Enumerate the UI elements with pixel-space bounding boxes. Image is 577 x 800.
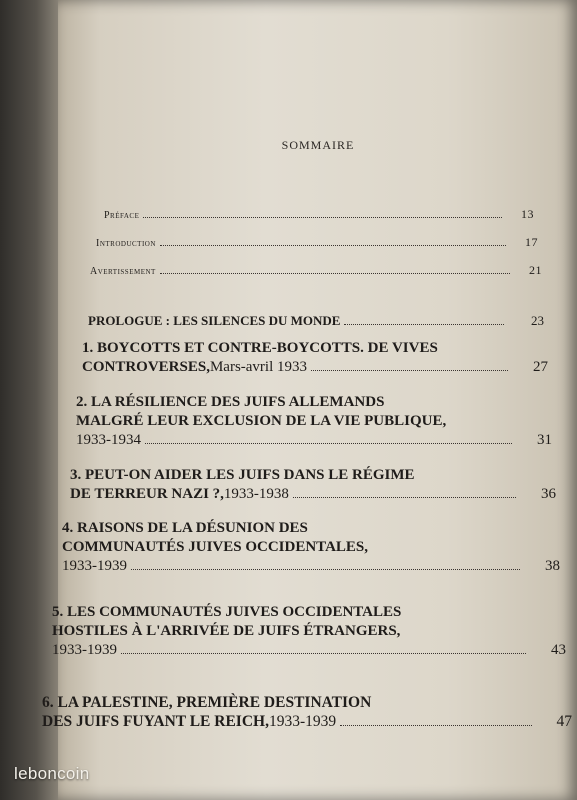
toc-entry-page: 23	[531, 313, 544, 328]
toc-entry-page: 17	[525, 235, 538, 249]
toc-entry-chapter-2	[76, 393, 552, 450]
leader-dots	[143, 217, 502, 218]
toc-entry-dates: 1933-1939	[62, 558, 127, 574]
toc-entry-dates: 1933-1939	[268, 713, 337, 730]
leader-dots	[311, 370, 508, 371]
toc-entry-chapter-6	[42, 693, 572, 731]
toc-entry-last-line: DE TERREUR NAZI ?,	[70, 486, 224, 502]
toc-entry-dates: Mars-avril 1933	[209, 359, 308, 375]
leader-dots	[121, 653, 526, 654]
toc-entry-label: Introduction	[96, 238, 156, 249]
toc-entry-page: 27	[533, 359, 548, 375]
toc-entry-page: 21	[529, 263, 542, 277]
toc-entry-page: 47	[556, 713, 572, 730]
toc-entry-page: 43	[551, 642, 566, 658]
toc-entry-line: MALGRÉ LEUR EXCLUSION DE LA VIE PUBLIQUE,	[76, 413, 447, 429]
leader-dots	[340, 725, 532, 726]
toc-entry-last-line: DES JUIFS FUYANT LE REICH,	[42, 713, 269, 730]
toc-entry-line: COMMUNAUTÉS JUIVES OCCIDENTALES,	[62, 539, 369, 555]
leader-dots	[293, 497, 516, 498]
leader-dots	[131, 569, 520, 570]
toc-entry-line: HOSTILES À L'ARRIVÉE DE JUIFS ÉTRANGERS,	[52, 623, 401, 639]
toc-entry-page: 31	[537, 432, 552, 448]
toc-entry-chapter-1	[82, 339, 548, 377]
leader-dots	[160, 245, 506, 246]
toc-entry-dates: 1933-1938	[223, 486, 289, 502]
toc-entry-line: 5. LES COMMUNAUTÉS JUIVES OCCIDENTALES	[52, 604, 402, 620]
toc-entry-label: PROLOGUE : LES SILENCES DU MONDE	[88, 313, 341, 328]
leader-dots	[145, 443, 512, 444]
toc-entry-page: 13	[521, 207, 534, 221]
toc-entry-page: 38	[545, 558, 560, 574]
toc-title: SOMMAIRE	[281, 138, 355, 152]
toc-entry-label: Préface	[104, 210, 140, 221]
toc-entry-avertissement	[90, 263, 542, 278]
toc-entry-introduction	[96, 235, 538, 250]
toc-entry-line: 1. BOYCOTTS ET CONTRE-BOYCOTTS. DE VIVES	[82, 340, 438, 356]
toc-entry-dates: 1933-1934	[76, 432, 141, 448]
toc-entry-prologue	[88, 311, 544, 330]
book-spine-shadow	[0, 0, 60, 800]
toc-entry-chapter-4	[62, 519, 560, 576]
leader-dots	[160, 273, 510, 274]
toc-entry-line: 2. LA RÉSILIENCE DES JUIFS ALLEMANDS	[76, 394, 385, 410]
toc-entry-line: 4. RAISONS DE LA DÉSUNION DES	[62, 520, 308, 536]
toc-entry-chapter-5	[52, 603, 566, 660]
leader-dots	[344, 324, 504, 325]
toc-entry-page: 36	[541, 486, 556, 502]
toc-entry-preface	[104, 207, 534, 222]
toc-entry-chapter-3	[70, 466, 556, 504]
toc-entry-last-line: CONTROVERSES,	[82, 359, 210, 375]
toc-entry-dates: 1933-1939	[52, 642, 117, 658]
leboncoin-watermark: leboncoin	[14, 764, 90, 783]
toc-entry-line: 3. PEUT-ON AIDER LES JUIFS DANS LE RÉGIME	[70, 467, 415, 483]
toc-entry-label: Avertissement	[90, 266, 156, 277]
toc-entry-line: 6. LA PALESTINE, PREMIÈRE DESTINATION	[42, 694, 372, 711]
